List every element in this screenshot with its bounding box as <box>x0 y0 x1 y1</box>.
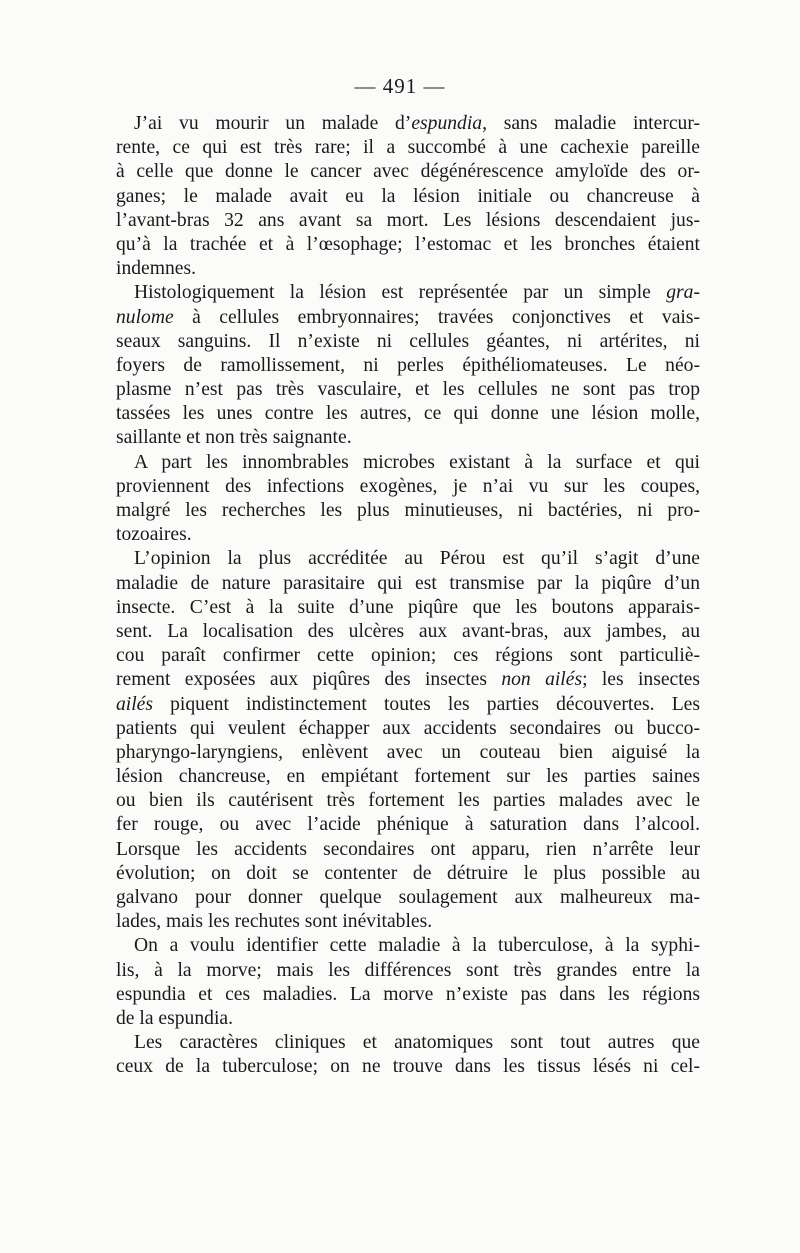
text-run: à celle que donne le cancer avec dégénérescence amyloïde des or- <box>116 161 700 183</box>
text-line <box>116 451 700 475</box>
text-run: à cellules embryonnaires; travées conjonctives et vais- <box>173 306 700 328</box>
italic-run: nulome <box>116 306 174 328</box>
text-line <box>116 378 700 402</box>
text-run: galvano pour donner quelque soulagement aux malheureux ma- <box>116 887 700 908</box>
text-line <box>116 257 700 281</box>
text-run: Lorsque les accidents secondaires ont apparu, rien n’arrête leur <box>116 838 700 860</box>
text-line <box>116 354 700 378</box>
text-line <box>116 862 700 886</box>
text-run: foyers de ramollissement, ni perles épithéliomateuses. Le néo- <box>116 354 700 376</box>
text-run: rement exposées aux piqûres des insectes <box>116 669 502 691</box>
text-run: sans maladie intercur- <box>487 113 700 134</box>
text-line <box>116 306 700 330</box>
text-line <box>116 499 700 523</box>
text-run: On a voulu identifier cette maladie à la tuberculose, à la syphi- <box>134 935 700 957</box>
text-run: Histologiquement la lésion est représentée par un simple <box>134 282 667 304</box>
text-run: lades, mais les rechutes sont inévitables. <box>116 911 433 933</box>
text-line <box>116 596 700 620</box>
paragraph <box>116 281 700 450</box>
text-run: A part les innombrables microbes existant à la surface et qui <box>134 451 700 473</box>
text-line <box>116 1055 700 1079</box>
text-line <box>116 136 700 160</box>
text-run: l’avant-bras 32 ans avant sa mort. Les lésions descendaient jus- <box>116 209 700 231</box>
italic-run: espundia, <box>411 113 487 134</box>
text-run: lésion chancreuse, en empiétant fortement sur les parties saines <box>116 766 700 788</box>
body-text <box>116 112 700 1080</box>
text-line <box>116 765 700 789</box>
text-run: espundia et ces maladies. La morve n’existe pas dans les régions <box>116 983 700 1005</box>
text-line <box>116 233 700 257</box>
text-line <box>116 934 700 958</box>
italic-run: ailés <box>116 693 154 715</box>
text-run: pharyngo-laryngiens, enlèvent avec un couteau bien aiguisé la <box>116 741 700 763</box>
text-run: de la espundia. <box>116 1007 233 1029</box>
italic-run: non ailés <box>501 669 583 691</box>
text-run: piquent indistinctement toutes les parties découvertes. Les <box>153 693 700 715</box>
paragraph <box>116 1031 700 1079</box>
text-run: plasme n’est pas très vasculaire, et les cellules ne sont pas trop <box>116 379 700 401</box>
text-run: rente, ce qui est très rare; il a succombé à une cachexie pareille <box>116 137 700 159</box>
text-run: maladie de nature parasitaire qui est transmise par la piqûre d’un <box>116 572 700 594</box>
text-line <box>116 330 700 354</box>
text-line <box>116 185 700 209</box>
text-line <box>116 983 700 1007</box>
text-line <box>116 426 700 450</box>
text-line <box>116 910 700 934</box>
text-run: ganes; le malade avait eu la lésion initiale ou chancreuse à <box>116 185 700 207</box>
text-line <box>116 547 700 571</box>
text-line <box>116 838 700 862</box>
text-line <box>116 475 700 499</box>
text-run: indemnes. <box>116 258 196 280</box>
text-line <box>116 813 700 837</box>
text-run: tozoaires. <box>116 524 192 546</box>
text-line <box>116 402 700 426</box>
text-run: patients qui veulent échapper aux accidents secondaires ou bucco- <box>116 717 700 739</box>
text-line <box>116 717 700 741</box>
text-run: évolution; on doit se contenter de détruire le plus possible au <box>116 862 700 884</box>
text-run: malgré les recherches les plus minutieuses, ni bactéries, ni pro- <box>116 500 700 521</box>
text-line <box>116 644 700 668</box>
text-line <box>116 620 700 644</box>
text-line <box>116 160 700 184</box>
text-run: cou paraît confirmer cette opinion; ces régions sont particuliè- <box>116 645 700 667</box>
text-run: tassées les unes contre les autres, ce qui donne une lésion molle, <box>116 403 700 425</box>
text-line <box>116 523 700 547</box>
text-run: ou bien ils cautérisent très fortement les parties malades avec le <box>116 790 700 812</box>
text-line <box>116 693 700 717</box>
text-line <box>116 281 700 305</box>
text-line <box>116 1007 700 1031</box>
paragraph <box>116 934 700 1031</box>
text-line <box>116 1031 700 1055</box>
text-run: ; les insectes <box>582 669 701 691</box>
paragraph <box>116 112 700 281</box>
text-run: fer rouge, ou avec l’acide phénique à saturation dans l’alcool. <box>116 814 700 836</box>
paragraph <box>116 547 700 934</box>
text-run: seaux sanguins. Il n’existe ni cellules géantes, ni artérites, ni <box>116 330 700 352</box>
text-line <box>116 789 700 813</box>
text-run: J’ai vu mourir un malade d’ <box>134 113 412 134</box>
text-run: sent. La localisation des ulcères aux avant-bras, aux jambes, au <box>116 620 700 642</box>
text-run: lis, à la morve; mais les différences sont très grandes entre la <box>116 959 700 981</box>
text-run: insecte. C’est à la suite d’une piqûre que les boutons apparais- <box>116 596 700 618</box>
text-line <box>116 959 700 983</box>
italic-run: gra- <box>666 282 700 304</box>
text-run: qu’à la trachée et à l’œsophage; l’estomac et les bronches étaient <box>116 233 700 255</box>
paragraph <box>116 451 700 548</box>
text-line <box>116 886 700 910</box>
text-line <box>116 668 700 692</box>
text-run: proviennent des infections exogènes, je n’ai vu sur les coupes, <box>116 475 700 497</box>
text-line <box>116 741 700 765</box>
text-line <box>116 209 700 233</box>
text-run: saillante et non très saignante. <box>116 427 352 449</box>
text-run: L’opinion la plus accréditée au Pérou est qu’il s’agit d’une <box>134 548 700 570</box>
text-line <box>116 572 700 596</box>
text-line <box>116 112 700 136</box>
text-run: ceux de la tuberculose; on ne trouve dans les tissus lésés ni cel- <box>116 1056 700 1078</box>
page-number: — 491 — <box>354 74 446 98</box>
text-run: Les caractères cliniques et anatomiques sont tout autres que <box>134 1032 700 1054</box>
